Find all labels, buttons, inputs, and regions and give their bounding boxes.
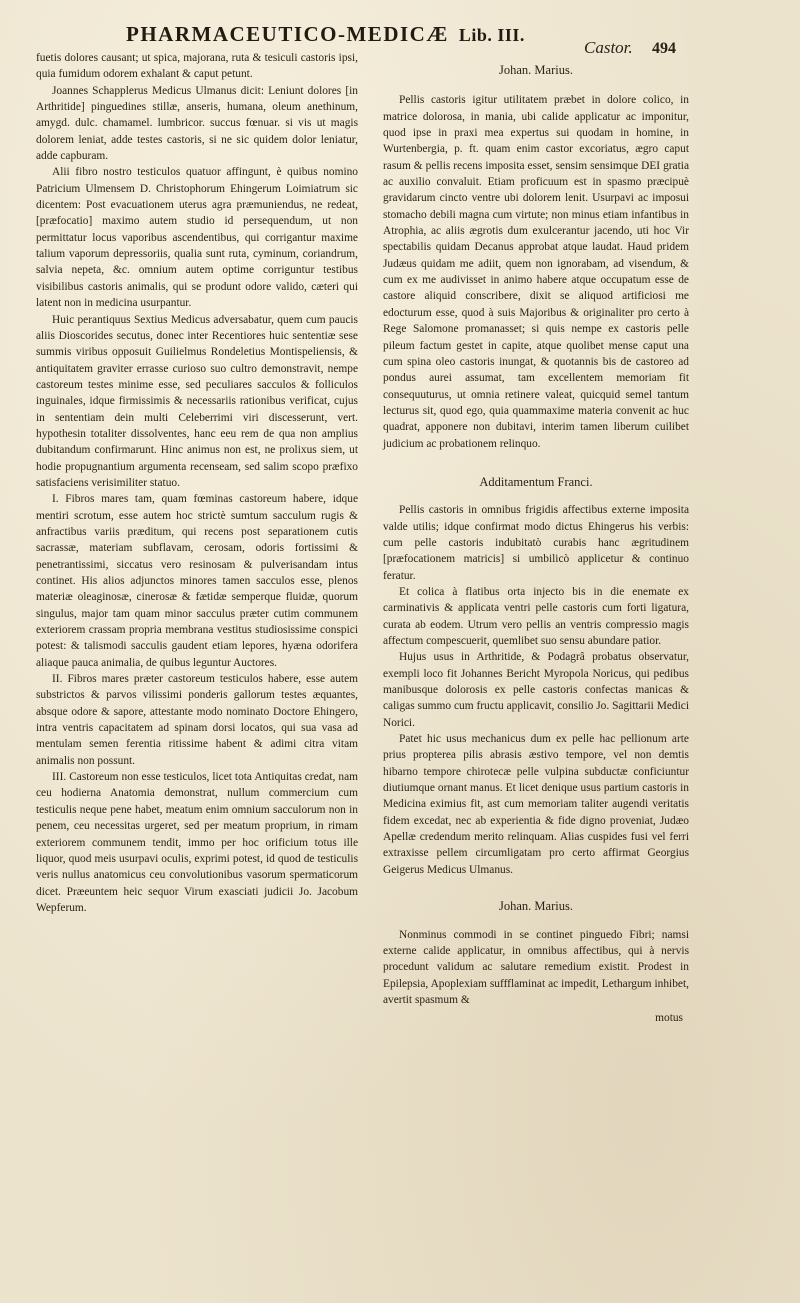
section-heading-marius-1: Johan. Marius. [499, 63, 573, 77]
right-paragraph-3: Et colica à flatibus orta injecto bis in die enemate ex carminativis & applicata ventri pelle castoris cum forti ligatura, curata ab eodem. Utrum vero pellis an ventris compressio magis affectum compescuerit, quemlibet suo sensu abundare patior. [383, 585, 689, 647]
right-paragraph-4: Hujus usus in Arthritide, & Podagrâ probatus observatur, exempli loco fit Johannes Bericht Myropola Noricus, qui pedibus manibusque dolorosis ex pelle castoris confectas manicas & caligas summo cum fructu applicavit, consilio Jo. Sagittarii Medici Norici. [383, 651, 689, 729]
left-paragraph-5: I. Fibros mares tam, quam fœminas castoreum habere, idque mentiri scrotum, esse autem hoc strictè sumtum sacculum rugis & anfractibus variis præditum, qui recens post separationem cutis sacrassæ, materiam subflavam, cerosam, odoris fortissimi & penetrantissimi, siccatus vero resinosam & pulverisandam intus continet. His alios adjunctos minores tamen sacculos esse, plenos materiæ oleaginosæ, cinerosæ & fætidæ semperque fluidæ, quorum singulus, major tam quam minor sacculus præter cutim communem exteriorem crassam propria membrana vestitus studiosissime conspici potest: & talismodi sacculis gaudent etiam lepores, hyæna odorifera aliaque pauca animalia, de quibus leguntur Auctores. [36, 493, 358, 669]
left-column [36, 50, 358, 916]
catchword-bottom: motus [655, 1012, 683, 1025]
left-paragraph-7: III. Castoreum non esse testiculos, licet tota Antiquitas credat, nam ceu hodierna Anatomia demonstrat, nullum commercium cum testiculis neque pene habet, meatum enim omnium sacculorum non in penem, ceu necessitas urgeret, sed per meatum proprium, in rimam exteriorem communem tendit, immo per hoc orificium totus ille liquor, quod meis usurpavi oculis, exprimi potest, id quod de testiculis veris nullus anatomicus ceu convolutionibus vasorum spermaticorum dicet. Præeuntem heic sequor Virum exasciati judicii Jo. Jacobum Wepferum. [36, 771, 358, 914]
page-number: 494 [652, 40, 676, 57]
right-paragraph-1: Pellis castoris igitur utilitatem præbet in dolore colico, in matrice dolorosa, in mania, ubi calide applicatur ac imponitur, quod ipse in praxi mea expertus sui quodam in homine, in Wurtenbergia, p. ft. quam enim castor excoriatus, ægro caput rasum & pellis recens imposita esset, sensim sensimque DEI gratia ac auxilio convaluit. Etiam proficuum est in spasmo præcipuè gravidarum cincto ventre ubi dolorem lenit. Usurpavi ac imposui stomacho debili magna cum virtute; non minus etiam infantibus in Atrophia, ac aliis ægrotis dum exulcerantur jacendo, uti hoc Vir spectabilis quidam Decanus approbat atque laudat. Haud pridem Judæus quidam me adiit, quem non ignorabam, ad visendum, & cum ex me audivisset in animo habere atque occupatum esse de castore aliquid conscribere, dixit se aliquod artificiosi me edocturum esse, quod à suis Majoribus & originaliter pro certo à Rege Salomone promanasset; si quis nempe ex castoris pelle pileum factum gestet in capite, atque quolibet mense caput una cum spina oleo castoris inungat, & quotannis bis de castoreo ad pondus aurei assumat, tam excellentem memoriam fit consequuturus, ut omnia retinere valeat, quicquid semel tantum lecturus sit, quod ego, quia quammaxime materia convenit ac huc quadrat, apponere non dubitavi, interim tamen liberum cuilibet judicium ac probationem relinquo. [383, 94, 689, 450]
running-head-catchword: Castor. [584, 38, 633, 57]
right-paragraph-5: Patet hic usus mechanicus dum ex pelle hac pellionum arte prius propterea pilis abrasis æstivo tempore, vel non demtis hibarno tempore chirotecæ pelle vulpina subductæ conficiuntur diutiumque ornant manus. Et licet denique usus partium castoris in Medicina eximius fit, ast cum memoriam taliter augendi veritatis fidem excedat, nec ab experientia & fide digno proveniat, Judæo Apellæ credendum merito relinquam. Alias cuspides fusi vel ferri extraxisse pellem circumligatam pro certo affirmat Georgius Geigerus Medicus Ulmanus. [383, 733, 689, 876]
section-heading-marius-2: Johan. Marius. [499, 899, 573, 914]
right-paragraph-2: Pellis castoris in omnibus frigidis affectibus externe imposita valde utilis; idque confirmat modo dictus Ehingerus his verbis: cum pelle castoris indubitatò curabis hanc ægritudinem [præfocationem matricis] si umbilicò applicetur & continuo feratur. [383, 504, 689, 582]
left-paragraph-6: II. Fibros mares præter castoreum testiculos habere, esse autem substrictos & parvos vilissimi ponderis gallorum testes æquantes, absque odore & sapore, attestante modo nominato Doctore Ehingero, intra ventris capacitatem ad spinam dorsi locatos, qui sua vasa ad mentulam semen ferentia ritissime habent & adimi citra vitam animalis non possunt. [36, 673, 358, 767]
right-paragraph-6: Nonminus commodi in se continet pinguedo Fibri; namsi externe calide applicatur, in omnibus affectibus, qui à nervis procedunt validum ac salutare remedium existit. Prodest in Epilepsia, Apoplexiam suffflaminat ac impedit, Lethargum inhibet, avertit spasmum & [383, 928, 689, 1006]
right-column [383, 62, 689, 1027]
section-heading-franci: Additamentum Franci. [479, 474, 593, 489]
left-paragraph-2: Joannes Schapplerus Medicus Ulmanus dicit: Leniunt dolores [in Arthritide] pinguedines stillæ, anseris, humana, oleum anethinum, amygd. dulc. chamamel. lumbricor. succus fœnuar. si vis ut magis dolorem leniat, adde testes castoris, si ne sic quidem dolor leniatur, adde capburam. [36, 84, 358, 163]
running-head-book: Lib. III. [458, 25, 525, 45]
running-head-title: PHARMACEUTICO-MEDICÆ [126, 22, 449, 46]
left-paragraph-3: Alii fibro nostro testiculos quatuor affingunt, è quibus nomino Patricium Ulmensem D. Christophorum Ehingerum Loimiatrum sic dicentem: Post evacuationem uterus agra præmuniendus, ne redeat, [præfocatio] maximo autem studio id persequendum, ut non permittatur locus vaporibus ascendentibus, qui corrigantur maxime talium vaporum depressoriis, qualia sunt ruta, cyminum, coriandrum, salvia nepeta, &c. omnium autem optime corriguntur testibus visibilibus castoris animalis, qui se produnt odore valido, cæteri qui latent non in medicina usurpantur. [36, 166, 358, 310]
left-paragraph-4: Huic perantiquus Sextius Medicus adversabatur, quem cum paucis aliis Dioscorides secutus, donec inter Recentiores huic sententiæ sese summis viribus opposuit Guilielmus Rondeletius Montispeliensis, & antiquitatem graviter errasse curioso suo cultro demonstravit, nempe castoreum testes minime esse, sed peculiares sacculos & folliculos inguinales, idque firmissimis & necessariis rationibus verificat, cujus in sententiam dein multi Celeberrimi viri discesserunt, vert. hypothesin totaliter dissolventes, hanc eeu rem de qua non amplius dubitandum confirmarunt. Hinc animus non est, ne prolixus siem, ut hodie propugnantium argumenta recenseam, sed salim scopo præfixo satisfaciens verisimiliter statuo. [36, 313, 358, 489]
left-paragraph-1: fuetis dolores causant; ut spica, majorana, ruta & tesiculi castoris ipsi, quia fumidum odorem exhalant & caput petunt. [36, 52, 358, 81]
